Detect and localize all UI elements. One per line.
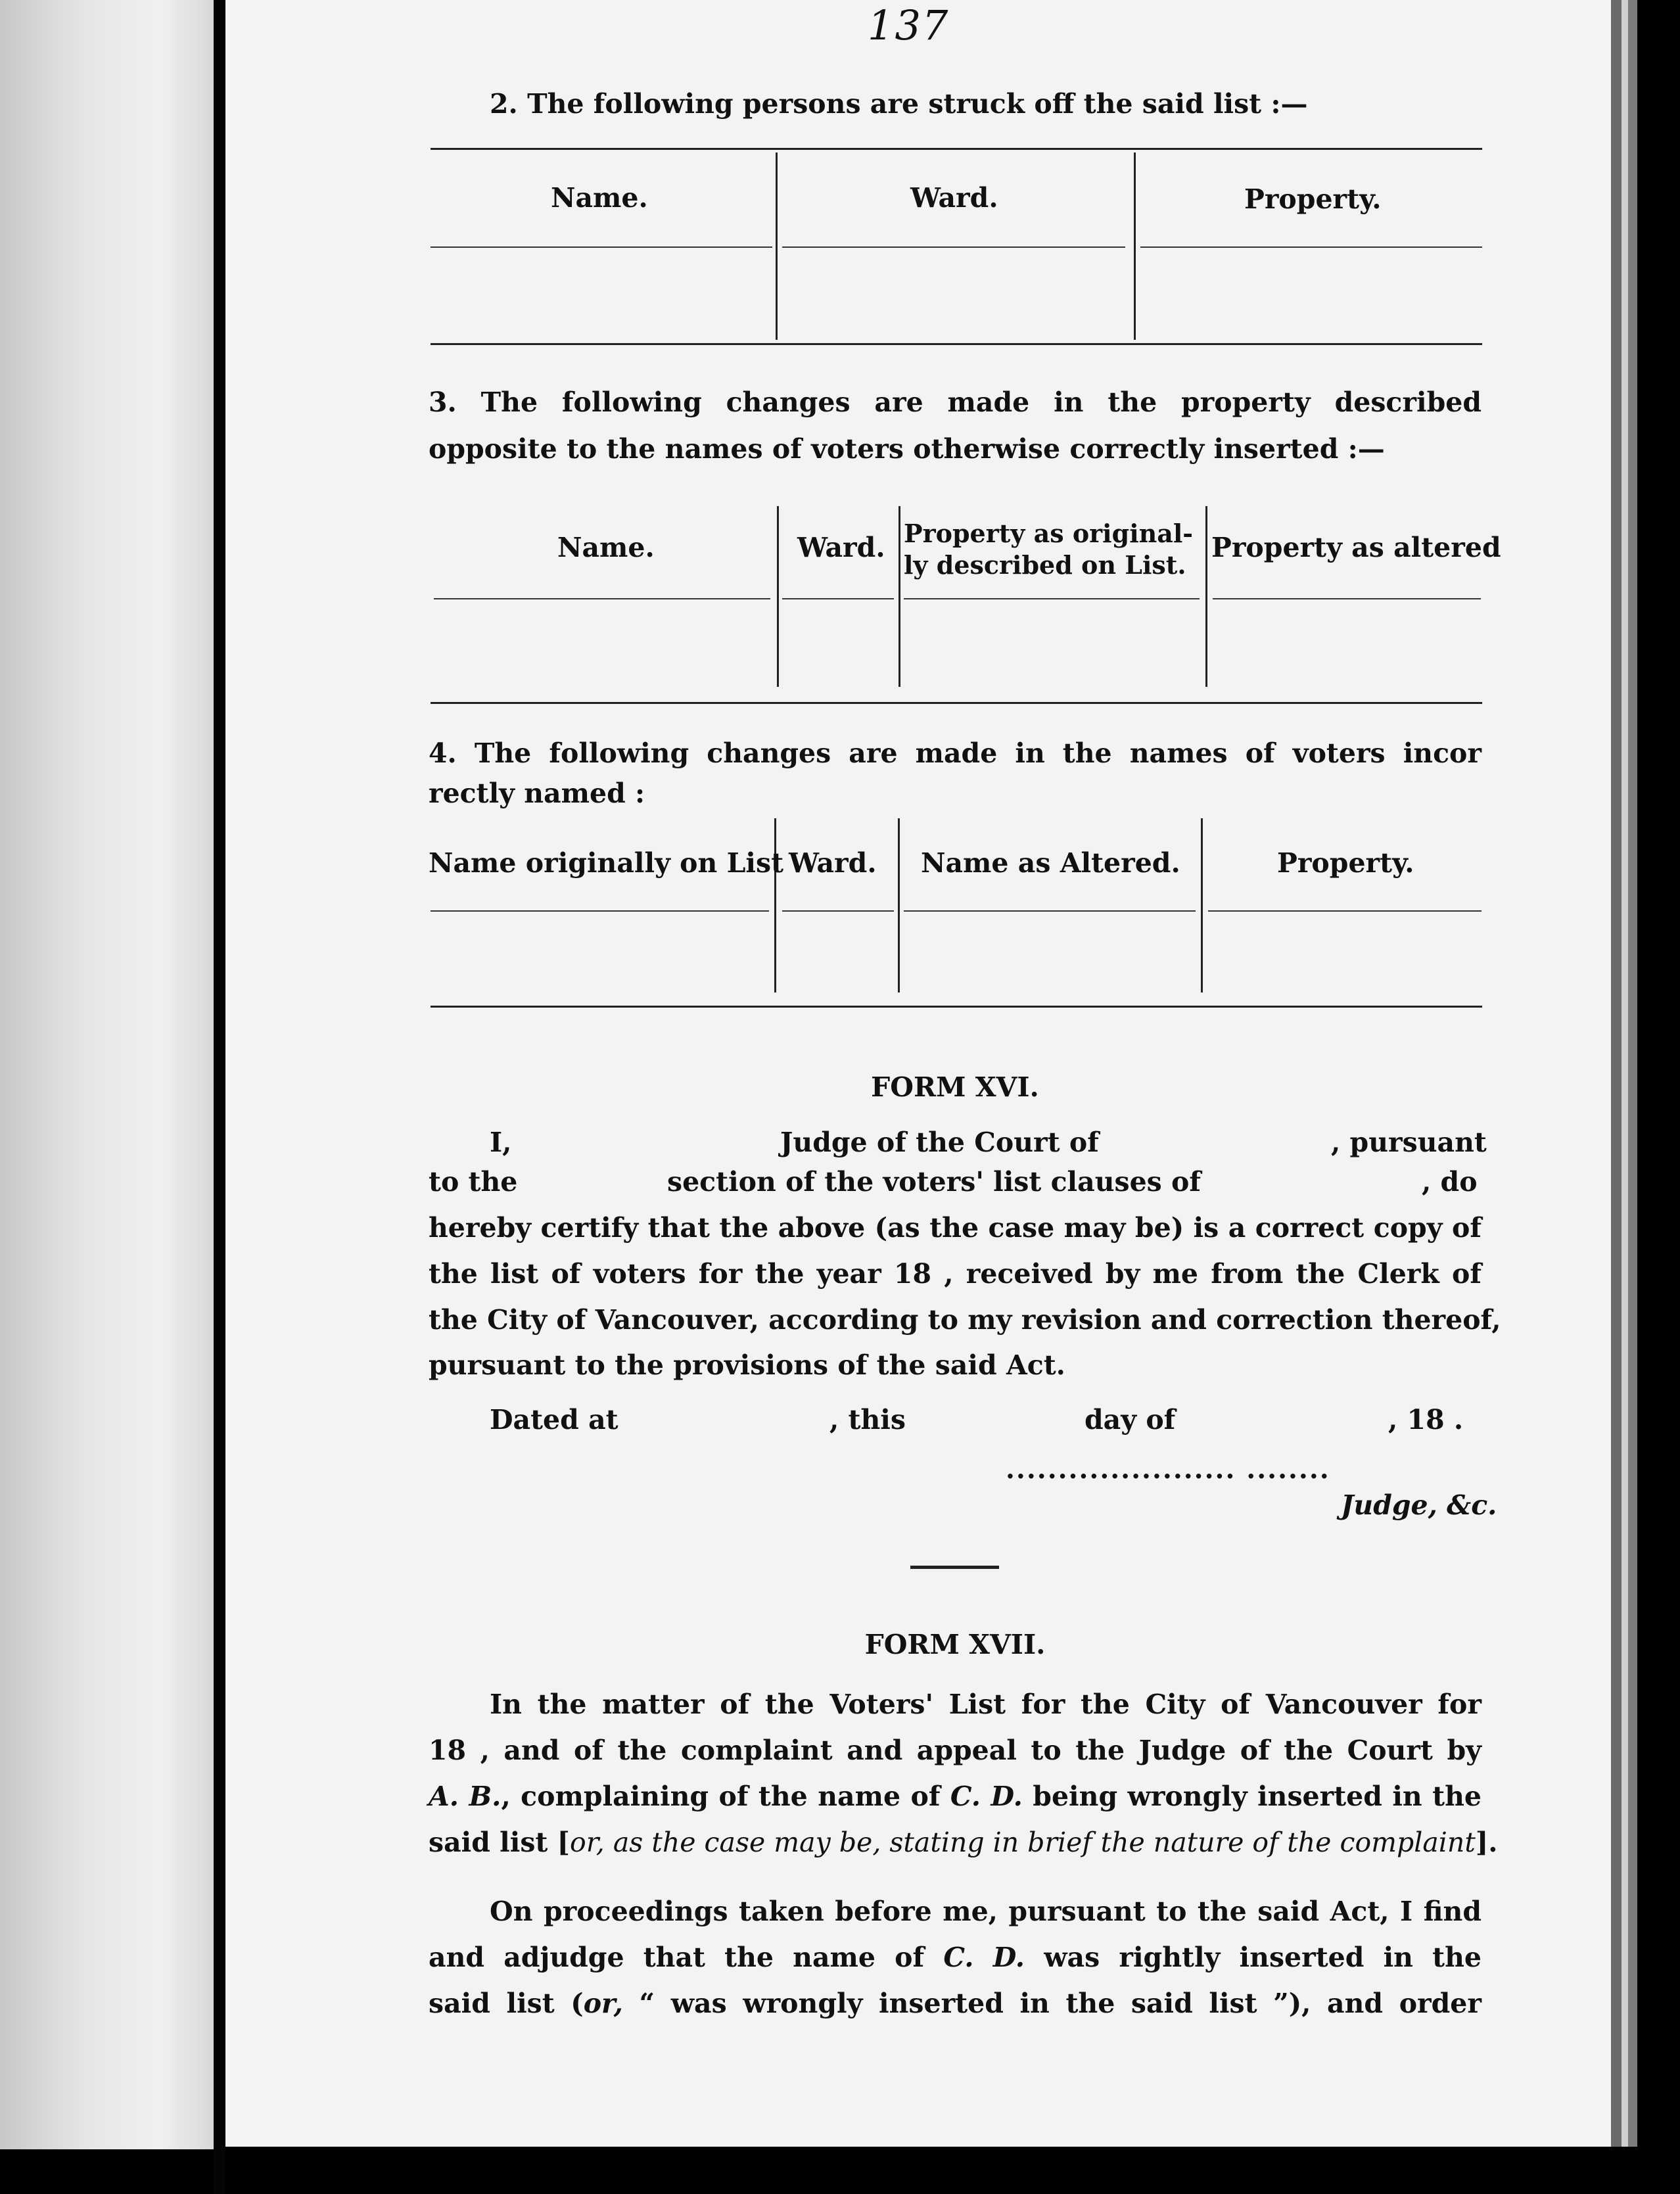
table-rule [1208,910,1482,912]
section-4-line-1: 4. The following changes are made in the names of voters incor [429,737,1482,769]
form-16-dated: , this [829,1404,906,1435]
signature-line: ...................... ........ [1006,1454,1330,1485]
column-header-ward: Ward. [797,532,885,563]
table-rule [431,343,1482,345]
table-column-divider [1205,506,1207,687]
form-17-fragment: being wrongly inserted in the [1022,1781,1482,1812]
form-17-italic-note: or, as the case may be, stating in brief the nature of the complaint [570,1827,1476,1858]
column-header-original-property-line-1: Property as original- [904,519,1194,548]
table-rule [431,148,1482,150]
table-rule [782,598,894,599]
form-16-text: pursuant to the provisions of the said Act. [429,1349,1065,1381]
form-16-title: FORM XVI. [871,1071,1039,1103]
form-16-dated: Dated at [490,1404,618,1435]
table-rule [431,1006,1482,1008]
column-header-property: Property. [1244,183,1382,215]
column-header-ward: Ward. [789,847,877,879]
table-rule [431,910,769,912]
column-header-altered-name: Name as Altered. [921,847,1180,879]
form-16-text: the list of voters for the year 18 , received by me from the Clerk of [429,1258,1482,1290]
signature-label: Judge, &c. [1341,1489,1497,1521]
section-3-line-2: opposite to the names of voters otherwise correctly inserted :— [429,433,1385,465]
facing-page-edge [0,0,214,2149]
table-column-divider [774,818,776,992]
table-column-divider [777,506,779,687]
table-rule [904,598,1200,599]
page-edge [1622,0,1628,2147]
form-17-italic-word: or, [583,1988,623,2019]
table-rule [1140,246,1482,248]
column-header-original-property-line-2: ly described on List. [904,550,1186,580]
column-header-name: Name. [551,182,648,214]
column-header-altered-property: Property as altered [1211,532,1501,563]
form-16-text: I, [490,1127,512,1158]
form-17-fragment: ]. [1475,1827,1498,1858]
form-16-dated: day of [1085,1404,1176,1435]
column-header-ward: Ward. [910,182,998,214]
page-edge [1628,0,1637,2147]
form-17-text: 18 , and of the complaint and appeal to the Judge of the Court by [429,1735,1482,1766]
column-header-name: Name. [557,532,655,563]
form-16-text: , pursuant [1331,1127,1487,1158]
section-divider [910,1566,999,1569]
column-header-original-name: Name originally on List [429,847,784,879]
party-a-b: A. B. [429,1781,502,1812]
table-rule [1213,598,1481,599]
party-c-d: C. D. [943,1942,1025,1973]
form-17-title: FORM XVII. [864,1629,1046,1660]
section-2-heading: 2. The following persons are struck off the said list :— [490,88,1308,120]
table-column-divider [898,818,900,992]
form-17-fragment: said list [ [429,1827,571,1858]
party-c-d: C. D. [950,1781,1023,1812]
column-header-property: Property. [1277,847,1414,879]
table-rule [904,910,1196,912]
section-3-line-1: 3. The following changes are made in the property described [429,386,1482,418]
form-17-fragment: and adjudge that the name of [429,1942,944,1973]
form-17-fragment: said list ( [429,1988,584,2019]
form-16-text: hereby certify that the above (as the case may be) is a correct copy of [429,1212,1482,1244]
form-17-text [429,1783,1482,1810]
form-17-text: In the matter of the Voters' List for the City of Vancouver for [490,1689,1482,1720]
form-17-text [429,1990,1482,2017]
form-17-fragment: , complaining of the name of [501,1781,950,1812]
table-rule [434,598,770,599]
form-16-text: , do [1422,1166,1478,1198]
page-edge [1611,0,1622,2147]
table-rule [782,910,894,912]
page-number: 137 [868,1,950,49]
table-column-divider [776,152,778,340]
form-16-text: section of the voters' list clauses of [667,1166,1202,1198]
form-16-text: Judge of the Court of [780,1127,1099,1158]
form-17-fragment: “ was wrongly inserted in the said list ”), and order [622,1988,1482,2019]
form-17-text [429,1829,1498,1856]
form-16-text: to the [429,1166,518,1198]
table-column-divider [1134,152,1136,340]
book-gutter [214,0,225,2194]
table-rule [782,246,1125,248]
form-16-text: the City of Vancouver, according to my revision and correction thereof, [429,1304,1501,1336]
form-17-text [429,1944,1482,1971]
table-rule [431,246,772,248]
table-column-divider [1201,818,1203,992]
page-edge [1637,0,1680,2194]
form-17-fragment: was rightly inserted in the [1025,1942,1482,1973]
table-rule [431,702,1482,704]
form-16-dated: , 18 . [1388,1404,1464,1435]
section-4-line-2: rectly named : [429,778,645,809]
form-17-text: On proceedings taken before me, pursuant to the said Act, I find [490,1896,1482,1927]
table-column-divider [898,506,900,687]
